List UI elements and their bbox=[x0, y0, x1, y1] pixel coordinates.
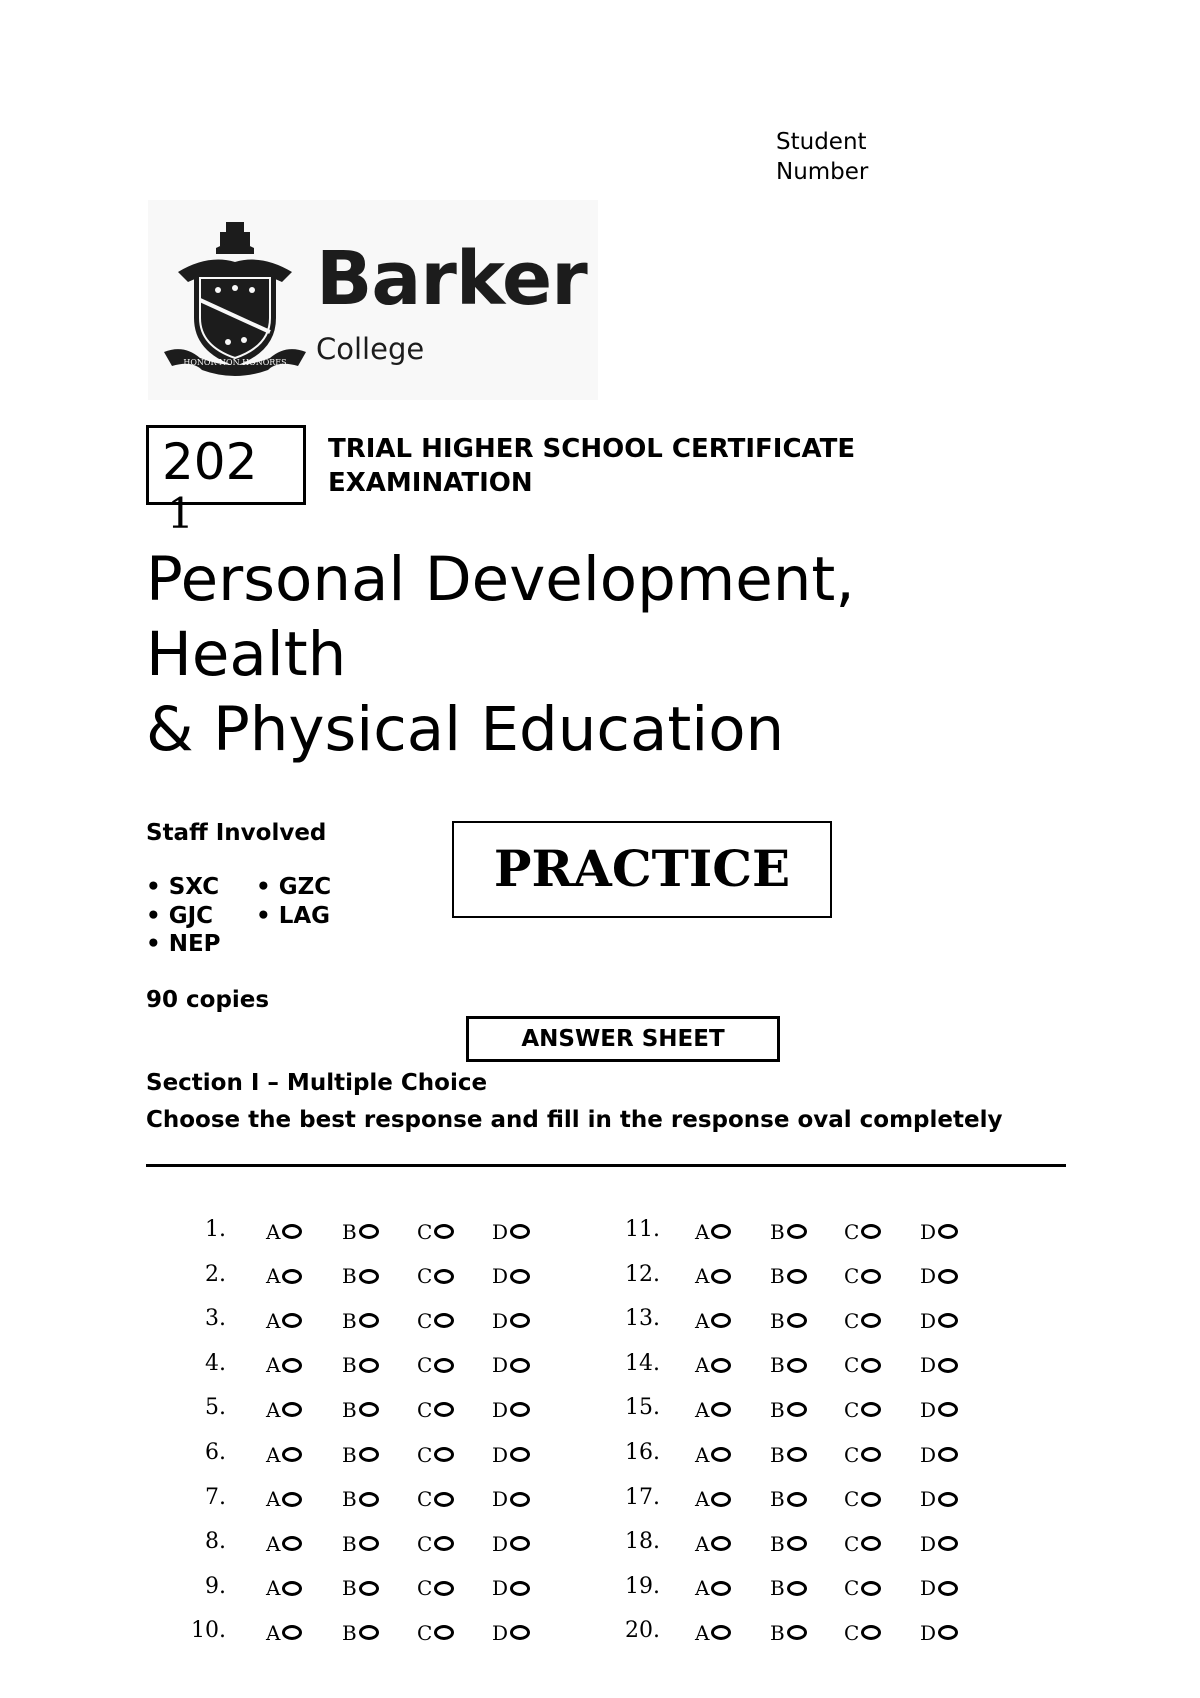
subject-line-3: & Physical Education bbox=[146, 694, 785, 765]
answer-option-d[interactable] bbox=[920, 1567, 958, 1607]
response-oval[interactable] bbox=[711, 1447, 731, 1462]
answer-option-d[interactable] bbox=[920, 1478, 958, 1518]
option-label: D bbox=[920, 1442, 937, 1467]
response-oval[interactable] bbox=[787, 1447, 807, 1462]
answer-option-a[interactable] bbox=[695, 1522, 731, 1562]
option-label: D bbox=[492, 1219, 509, 1244]
copies-count: 90 copies bbox=[146, 987, 270, 1013]
staff-code: • GZC bbox=[256, 874, 332, 900]
option-label: D bbox=[492, 1264, 509, 1289]
option-label: D bbox=[492, 1353, 509, 1378]
response-oval[interactable] bbox=[938, 1492, 958, 1507]
option-label: B bbox=[770, 1487, 785, 1512]
option-label: C bbox=[844, 1620, 860, 1645]
question-row bbox=[0, 1388, 1200, 1428]
answer-option-a[interactable] bbox=[695, 1299, 731, 1339]
answer-option-b[interactable] bbox=[770, 1433, 807, 1473]
question-number: 4. bbox=[205, 1350, 226, 1376]
section-title: Section I – Multiple Choice bbox=[146, 1070, 488, 1096]
option-label: A bbox=[695, 1219, 710, 1244]
option-label: A bbox=[266, 1219, 281, 1244]
answer-option-d[interactable] bbox=[920, 1299, 958, 1339]
answer-option-c[interactable] bbox=[844, 1611, 881, 1651]
answer-option-d[interactable] bbox=[920, 1433, 958, 1473]
option-label: A bbox=[695, 1397, 710, 1422]
crest-motto: HONOR NON HONORES bbox=[183, 358, 287, 367]
question-number: 7. bbox=[205, 1484, 226, 1510]
option-label: C bbox=[417, 1264, 433, 1289]
response-oval[interactable] bbox=[711, 1625, 731, 1640]
option-label: B bbox=[770, 1620, 785, 1645]
response-oval[interactable] bbox=[861, 1313, 881, 1328]
answer-option-b[interactable] bbox=[770, 1388, 807, 1428]
answer-option-b[interactable] bbox=[770, 1255, 807, 1295]
option-label: D bbox=[492, 1620, 509, 1645]
answer-option-d[interactable] bbox=[920, 1611, 958, 1651]
response-oval[interactable] bbox=[938, 1447, 958, 1462]
subject-line-1: Personal Development, bbox=[146, 544, 855, 615]
option-label: D bbox=[492, 1531, 509, 1556]
question-row bbox=[0, 1344, 1200, 1384]
question-number: 17. bbox=[625, 1484, 660, 1510]
response-oval[interactable] bbox=[711, 1536, 731, 1551]
option-label: A bbox=[695, 1264, 710, 1289]
option-label: D bbox=[492, 1576, 509, 1601]
question-number: 11. bbox=[625, 1217, 660, 1242]
staff-code: • SXC bbox=[146, 874, 220, 900]
staff-heading: Staff Involved bbox=[146, 820, 327, 846]
exam-title: TRIAL HIGHER SCHOOL CERTIFICATE EXAMINATION bbox=[328, 434, 856, 498]
option-label: D bbox=[920, 1264, 937, 1289]
option-label: A bbox=[266, 1442, 281, 1467]
option-label: C bbox=[844, 1219, 860, 1244]
answer-option-a[interactable] bbox=[695, 1344, 731, 1384]
option-label: B bbox=[770, 1353, 785, 1378]
option-label: C bbox=[844, 1353, 860, 1378]
response-oval[interactable] bbox=[861, 1581, 881, 1596]
answer-option-a[interactable] bbox=[695, 1611, 731, 1651]
question-number: 5. bbox=[205, 1395, 226, 1421]
option-label: A bbox=[695, 1576, 710, 1601]
option-label: D bbox=[492, 1397, 509, 1422]
answer-option-a[interactable] bbox=[695, 1388, 731, 1428]
question-number: 6. bbox=[205, 1440, 226, 1465]
response-oval[interactable] bbox=[938, 1402, 958, 1417]
option-label: B bbox=[342, 1353, 357, 1378]
response-oval[interactable] bbox=[861, 1536, 881, 1551]
answer-option-a[interactable] bbox=[695, 1433, 731, 1473]
response-oval[interactable] bbox=[938, 1536, 958, 1551]
option-label: A bbox=[695, 1308, 710, 1333]
option-label: C bbox=[417, 1219, 433, 1244]
option-label: A bbox=[695, 1620, 710, 1645]
option-label: C bbox=[417, 1531, 433, 1556]
question-row bbox=[0, 1611, 1200, 1651]
question-row bbox=[0, 1299, 1200, 1339]
option-label: C bbox=[844, 1308, 860, 1333]
option-label: C bbox=[417, 1487, 433, 1512]
option-label: B bbox=[770, 1576, 785, 1601]
response-oval[interactable] bbox=[861, 1447, 881, 1462]
question-number: 8. bbox=[205, 1529, 226, 1555]
option-label: C bbox=[417, 1620, 433, 1645]
response-oval[interactable] bbox=[787, 1269, 807, 1284]
option-label: A bbox=[266, 1620, 281, 1645]
question-row bbox=[0, 1567, 1200, 1607]
exam-year: 202 bbox=[162, 433, 258, 491]
response-oval[interactable] bbox=[711, 1224, 731, 1239]
question-number: 18. bbox=[625, 1529, 660, 1555]
response-oval[interactable] bbox=[861, 1492, 881, 1507]
answer-option-c[interactable] bbox=[844, 1522, 881, 1562]
staff-code: • NEP bbox=[146, 931, 221, 957]
question-number: 1. bbox=[205, 1217, 226, 1242]
question-number: 2. bbox=[205, 1261, 226, 1287]
answer-option-a[interactable] bbox=[695, 1567, 731, 1607]
option-label: C bbox=[844, 1442, 860, 1467]
answer-option-d[interactable] bbox=[920, 1344, 958, 1384]
question-row bbox=[0, 1478, 1200, 1518]
response-oval[interactable] bbox=[711, 1492, 731, 1507]
option-label: D bbox=[920, 1219, 937, 1244]
option-label: A bbox=[266, 1487, 281, 1512]
option-label: D bbox=[920, 1576, 937, 1601]
question-number: 9. bbox=[205, 1573, 226, 1599]
option-label: D bbox=[920, 1397, 937, 1422]
option-label: D bbox=[920, 1308, 937, 1333]
answer-option-c[interactable] bbox=[844, 1567, 881, 1607]
answer-option-b[interactable] bbox=[770, 1567, 807, 1607]
response-oval[interactable] bbox=[787, 1358, 807, 1373]
response-oval[interactable] bbox=[787, 1402, 807, 1417]
question-number: 15. bbox=[625, 1395, 660, 1421]
response-oval[interactable] bbox=[938, 1625, 958, 1640]
option-label: C bbox=[844, 1264, 860, 1289]
answer-option-b[interactable] bbox=[770, 1478, 807, 1518]
option-label: D bbox=[920, 1487, 937, 1512]
option-label: B bbox=[770, 1219, 785, 1244]
answer-option-b[interactable] bbox=[770, 1299, 807, 1339]
question-row bbox=[0, 1255, 1200, 1295]
option-label: C bbox=[844, 1531, 860, 1556]
answer-option-d[interactable] bbox=[920, 1522, 958, 1562]
question-number: 19. bbox=[625, 1573, 660, 1599]
answer-option-c[interactable] bbox=[844, 1210, 881, 1250]
option-label: D bbox=[920, 1353, 937, 1378]
response-oval[interactable] bbox=[711, 1358, 731, 1373]
option-label: D bbox=[920, 1531, 937, 1556]
option-label: C bbox=[417, 1442, 433, 1467]
answer-option-d[interactable] bbox=[920, 1388, 958, 1428]
option-label: B bbox=[342, 1442, 357, 1467]
option-label: B bbox=[770, 1397, 785, 1422]
option-label: B bbox=[342, 1308, 357, 1333]
answer-option-c[interactable] bbox=[844, 1388, 881, 1428]
staff-code: • LAG bbox=[256, 903, 331, 929]
response-oval[interactable] bbox=[711, 1269, 731, 1284]
option-label: A bbox=[266, 1353, 281, 1378]
option-label: B bbox=[770, 1442, 785, 1467]
answer-option-b[interactable] bbox=[770, 1210, 807, 1250]
answer-option-c[interactable] bbox=[844, 1433, 881, 1473]
question-number: 13. bbox=[625, 1306, 660, 1332]
exam-year-overflow: 1 bbox=[167, 489, 194, 538]
option-label: B bbox=[770, 1531, 785, 1556]
response-oval[interactable] bbox=[711, 1402, 731, 1417]
practice-stamp: PRACTICE bbox=[452, 821, 832, 918]
question-number: 12. bbox=[625, 1261, 660, 1287]
option-label: A bbox=[695, 1487, 710, 1512]
subject-line-2: Health bbox=[146, 619, 347, 690]
staff-code: • GJC bbox=[146, 903, 214, 929]
option-label: B bbox=[342, 1397, 357, 1422]
option-label: B bbox=[342, 1576, 357, 1601]
option-label: A bbox=[695, 1442, 710, 1467]
response-oval[interactable] bbox=[938, 1358, 958, 1373]
response-oval[interactable] bbox=[787, 1492, 807, 1507]
option-label: C bbox=[417, 1353, 433, 1378]
logo-wordmark: Barker bbox=[316, 236, 587, 322]
option-label: C bbox=[417, 1308, 433, 1333]
answer-option-d[interactable] bbox=[920, 1255, 958, 1295]
answer-option-a[interactable] bbox=[695, 1210, 731, 1250]
question-row bbox=[0, 1433, 1200, 1473]
option-label: D bbox=[492, 1442, 509, 1467]
response-oval[interactable] bbox=[711, 1313, 731, 1328]
option-label: C bbox=[844, 1487, 860, 1512]
answer-option-a[interactable] bbox=[695, 1255, 731, 1295]
response-oval[interactable] bbox=[861, 1269, 881, 1284]
question-number: 14. bbox=[625, 1350, 660, 1376]
option-label: B bbox=[342, 1219, 357, 1244]
response-oval[interactable] bbox=[938, 1224, 958, 1239]
option-label: D bbox=[492, 1308, 509, 1333]
school-logo bbox=[148, 200, 598, 400]
response-oval[interactable] bbox=[787, 1313, 807, 1328]
question-number: 3. bbox=[205, 1306, 226, 1332]
response-oval[interactable] bbox=[787, 1224, 807, 1239]
option-label: B bbox=[770, 1308, 785, 1333]
option-label: A bbox=[266, 1531, 281, 1556]
response-oval[interactable] bbox=[711, 1581, 731, 1596]
option-label: A bbox=[695, 1353, 710, 1378]
option-label: C bbox=[417, 1397, 433, 1422]
option-label: C bbox=[417, 1576, 433, 1601]
option-label: A bbox=[266, 1576, 281, 1601]
divider bbox=[146, 1164, 1066, 1167]
question-row bbox=[0, 1522, 1200, 1562]
response-oval[interactable] bbox=[861, 1358, 881, 1373]
answer-option-c[interactable] bbox=[844, 1299, 881, 1339]
question-number: 10. bbox=[191, 1618, 226, 1644]
answer-option-b[interactable] bbox=[770, 1344, 807, 1384]
option-label: B bbox=[770, 1264, 785, 1289]
question-row bbox=[0, 1210, 1200, 1250]
option-label: A bbox=[266, 1397, 281, 1422]
response-oval[interactable] bbox=[787, 1625, 807, 1640]
answer-option-b[interactable] bbox=[770, 1611, 807, 1651]
question-number: 20. bbox=[625, 1618, 660, 1644]
response-oval[interactable] bbox=[861, 1625, 881, 1640]
response-oval[interactable] bbox=[787, 1581, 807, 1596]
option-label: D bbox=[492, 1487, 509, 1512]
section-instruction: Choose the best response and fill in the response oval completely bbox=[146, 1107, 1003, 1133]
response-oval[interactable] bbox=[938, 1581, 958, 1596]
question-number: 16. bbox=[625, 1440, 660, 1465]
answer-option-c[interactable] bbox=[844, 1344, 881, 1384]
response-oval[interactable] bbox=[938, 1269, 958, 1284]
option-label: B bbox=[342, 1487, 357, 1512]
response-oval[interactable] bbox=[787, 1536, 807, 1551]
answer-option-a[interactable] bbox=[695, 1478, 731, 1518]
response-oval[interactable] bbox=[861, 1402, 881, 1417]
option-label: B bbox=[342, 1531, 357, 1556]
option-label: B bbox=[342, 1620, 357, 1645]
student-number-label: Student Number bbox=[776, 129, 869, 185]
option-label: A bbox=[695, 1531, 710, 1556]
option-label: D bbox=[920, 1620, 937, 1645]
option-label: A bbox=[266, 1264, 281, 1289]
answer-option-d[interactable] bbox=[920, 1210, 958, 1250]
option-label: C bbox=[844, 1397, 860, 1422]
answer-sheet-label: ANSWER SHEET bbox=[466, 1016, 780, 1062]
logo-subtitle: College bbox=[316, 332, 425, 366]
response-oval[interactable] bbox=[861, 1224, 881, 1239]
response-oval[interactable] bbox=[938, 1313, 958, 1328]
answer-option-b[interactable] bbox=[770, 1522, 807, 1562]
crest-icon bbox=[160, 214, 310, 384]
option-label: C bbox=[844, 1576, 860, 1601]
answer-option-c[interactable] bbox=[844, 1478, 881, 1518]
subject-title bbox=[146, 542, 855, 767]
option-label: B bbox=[342, 1264, 357, 1289]
answer-option-c[interactable] bbox=[844, 1255, 881, 1295]
option-label: A bbox=[266, 1308, 281, 1333]
